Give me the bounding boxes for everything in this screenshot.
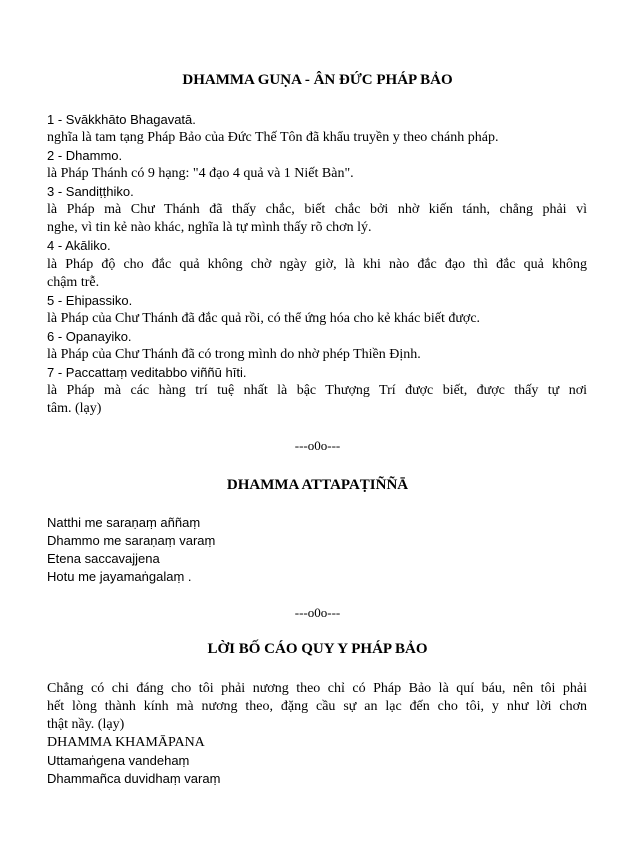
verse-line: Dhammo me saraṇaṃ varaṃ — [47, 533, 216, 548]
text-line: Chẳng có chi đáng cho tôi phải nương theo chỉ có Pháp Bảo là quí báu, nên tôi phải — [47, 681, 587, 696]
text-line: nghĩa là tam tạng Pháp Bảo của Đức Thế Tôn đã khẩu truyền y theo chánh pháp. — [47, 130, 499, 145]
verse-line: Etena saccavajjena — [47, 551, 160, 566]
text-line: là Pháp của Chư Thánh đã có trong mình do nhờ phép Thiền Định. — [47, 347, 421, 362]
verse-line: Uttamaṅgena vandehaṃ — [47, 753, 190, 768]
verse-line: Hotu me jayamaṅgalaṃ . — [47, 569, 192, 584]
text-line: là Pháp độ cho đắc quả không chờ ngày giờ, là khi nào đắc đạo thì đắc quả không — [47, 257, 587, 272]
text-line: 6 - Opanayiko. — [47, 329, 132, 344]
section-title-dhamma-attapatinna: DHAMMA ATTAPAṬIÑÑĀ — [226, 477, 409, 493]
text-line: chậm trễ. — [47, 275, 100, 290]
verse-line: Dhammañca duvidhaṃ varaṃ — [47, 771, 221, 786]
section-title-dhamma-guna: DHAMMA GUṆA - ÂN ĐỨC PHÁP BẢO — [182, 72, 453, 88]
text-line: DHAMMA KHAMĀPANA — [47, 735, 205, 750]
text-line: 1 - Svākkhāto Bhagavatā. — [47, 112, 196, 127]
text-line: là Pháp mà Chư Thánh đã thấy chắc, biết chắc bởi nhờ kiến tánh, chẳng phải vì — [47, 202, 587, 217]
separator: ---o0o--- — [294, 438, 341, 453]
text-line: là Pháp Thánh có 9 hạng: "4 đạo 4 quả và 1 Niết Bàn". — [47, 166, 354, 181]
text-line: 5 - Ehipassiko. — [47, 293, 133, 308]
text-line: 2 - Dhammo. — [47, 148, 123, 163]
text-line: là Pháp mà các hàng trí tuệ nhất là bậc Thượng Trí được biết, được thấy tự nơi — [47, 383, 587, 398]
section-title-loi-bo-cao: LỜI BỐ CÁO QUY Y PHÁP BẢO — [207, 641, 428, 657]
text-line: tâm. (lạy) — [47, 401, 102, 416]
text-line: là Pháp của Chư Thánh đã đắc quả rồi, có thể ứng hóa cho kẻ khác biết được. — [47, 311, 481, 326]
text-line: nghe, vì tin kẻ nào khác, nghĩa là tự mình thấy rõ chơn lý. — [47, 220, 372, 235]
verse-line: Natthi me saraṇaṃ aññaṃ — [47, 515, 201, 530]
text-line: 3 - Sandiṭṭhiko. — [47, 184, 134, 199]
text-line: hết lòng thành kính mà nương theo, đặng cầu sự an lạc đến cho tôi, y như lời chơn — [47, 699, 587, 714]
text-line: thật nầy. (lạy) — [47, 717, 125, 732]
text-line: 7 - Paccattaṃ veditabbo viññū hīti. — [47, 365, 247, 380]
text-line: 4 - Akāliko. — [47, 238, 111, 253]
separator: ---o0o--- — [294, 605, 341, 620]
